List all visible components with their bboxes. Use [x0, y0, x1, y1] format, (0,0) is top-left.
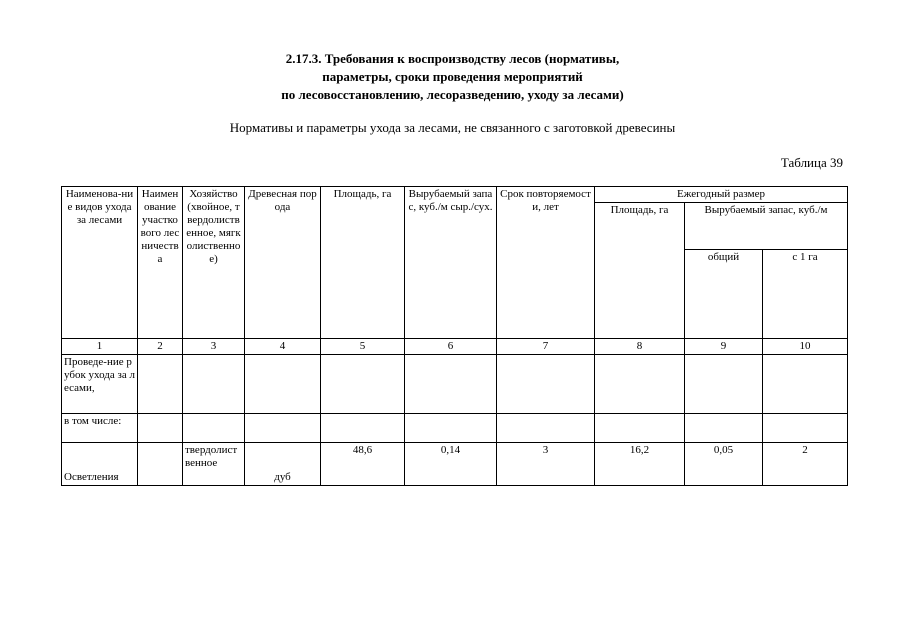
header-annual-stock: Вырубаемый запас, куб./м	[685, 203, 848, 250]
header-annual-per-ha: с 1 га	[763, 250, 848, 339]
header-annual: Ежегодный размер	[595, 187, 848, 203]
column-number: 9	[685, 339, 763, 355]
header-species: Древесная порода	[245, 187, 321, 339]
column-number: 1	[62, 339, 138, 355]
column-number: 7	[497, 339, 595, 355]
heading-line-1: 2.17.3. Требования к воспроизводству лесов (нормативы,	[285, 51, 620, 66]
cell-annual-per-ha: 2	[763, 443, 848, 486]
header-care-type: Наименова-ние видов ухода за лесами	[62, 187, 138, 339]
cell-period: 3	[497, 443, 595, 486]
header-economy: Хозяйство (хвойное, твердолиственное, мягколиственное)	[183, 187, 245, 339]
column-number-row	[62, 339, 848, 355]
column-number: 10	[763, 339, 848, 355]
column-number: 8	[595, 339, 685, 355]
header-annual-total: общий	[685, 250, 763, 339]
column-number: 3	[183, 339, 245, 355]
header-area: Площадь, га	[321, 187, 405, 339]
cell-annual-total: 0,05	[685, 443, 763, 486]
cell-economy: твердолиственное	[183, 443, 245, 486]
column-number: 6	[405, 339, 497, 355]
cell-annual-area: 16,2	[595, 443, 685, 486]
heading-line-2: параметры, сроки проведения мероприятий	[322, 69, 583, 84]
column-number: 2	[138, 339, 183, 355]
header-stock: Вырубаемый запас, куб./м сыр./сух.	[405, 187, 497, 339]
row-label-including: в том числе:	[62, 414, 138, 443]
table-row	[62, 355, 848, 414]
cell-care-type: Осветления	[62, 443, 138, 486]
table-row	[62, 443, 848, 486]
header-row-1	[62, 187, 848, 203]
table-number-label: Таблица 39	[780, 155, 843, 170]
table-subtitle: Нормативы и параметры ухода за лесами, не связанного с заготовкой древесины	[229, 120, 676, 135]
section-heading	[0, 50, 905, 104]
column-number: 5	[321, 339, 405, 355]
header-period: Срок повторяемости, лет	[497, 187, 595, 339]
cell-stock: 0,14	[405, 443, 497, 486]
heading-line-3: по лесовосстановлению, лесоразведению, уходу за лесами)	[281, 87, 624, 102]
cell-forestry	[138, 443, 183, 486]
row-label-thinning: Проведе-ние рубок ухода за лесами,	[62, 355, 138, 414]
cell-area: 48,6	[321, 443, 405, 486]
table-row	[62, 414, 848, 443]
column-number: 4	[245, 339, 321, 355]
header-forestry: Наименование участкового лесничества	[138, 187, 183, 339]
cell-species: дуб	[245, 443, 321, 486]
forest-care-table	[61, 186, 848, 486]
header-annual-area: Площадь, га	[595, 203, 685, 339]
